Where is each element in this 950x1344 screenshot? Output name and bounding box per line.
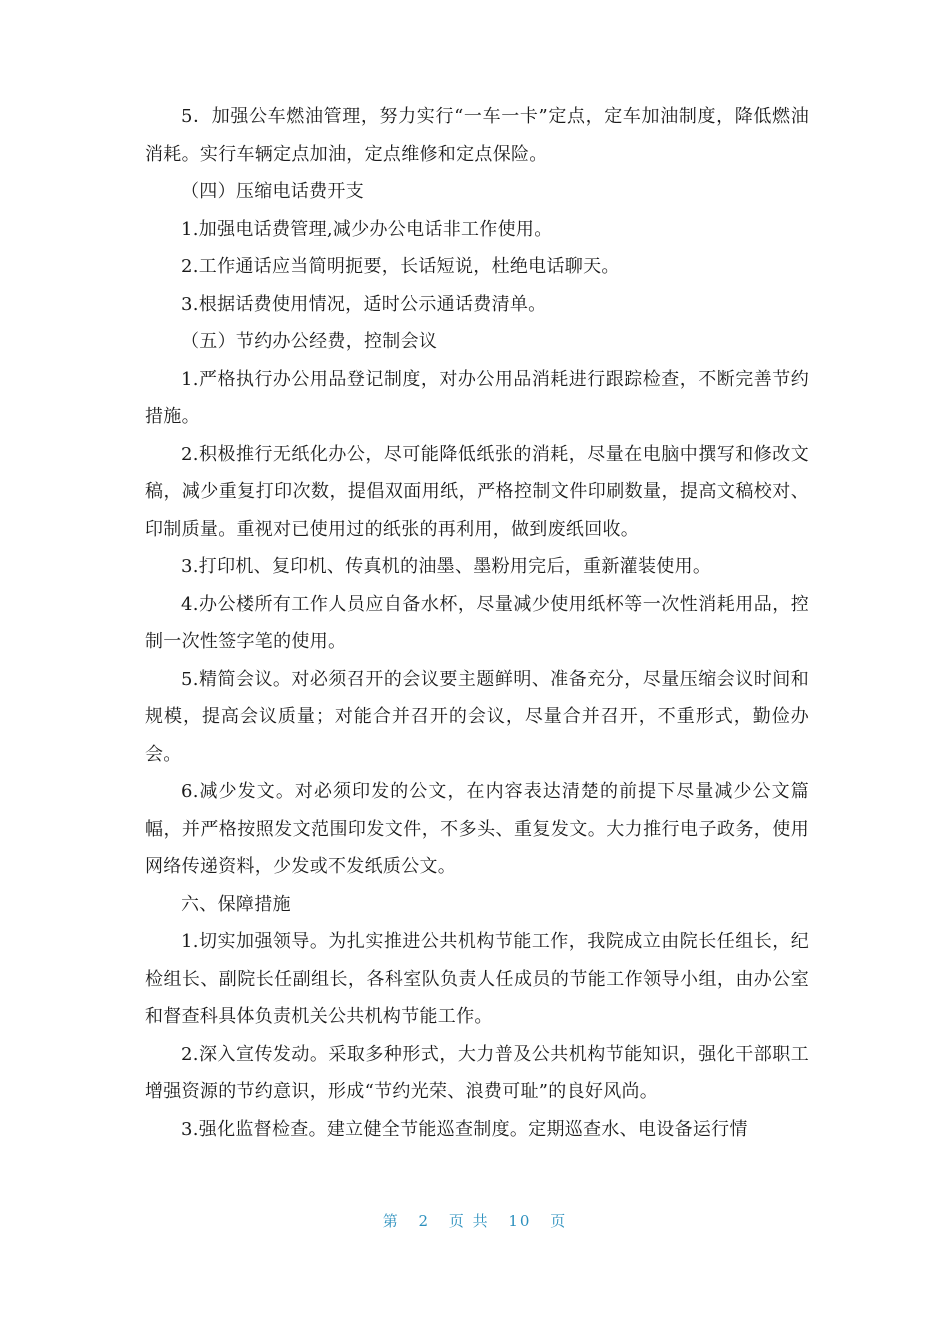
- paragraph: 6.减少发文。对必须印发的公文，在内容表达清楚的前提下尽量减少公文篇幅，并严格按照发文范围印发文件，不多头、重复发文。大力推行电子政务，使用网络传递资料，少发或不发纸质公文。: [145, 781, 809, 877]
- page-label-suffix: 页: [550, 1212, 568, 1230]
- current-page-number: 2: [418, 1212, 431, 1230]
- section-heading: 六、保障措施: [181, 893, 291, 915]
- page-label-mid: 页 共: [448, 1212, 490, 1230]
- paragraph: 5．加强公车燃油管理，努力实行“一车一卡”定点，定车加油制度，降低燃油消耗。实行车辆定点加油，定点维修和定点保险。: [145, 106, 809, 165]
- paragraph: 2.工作通话应当简明扼要，长话短说，杜绝电话聊天。: [181, 256, 620, 277]
- paragraph: 3.根据话费使用情况，适时公示通话费清单。: [181, 293, 547, 315]
- page-footer: [0, 1210, 950, 1231]
- page-label-prefix: 第: [382, 1212, 400, 1230]
- paragraph: 4.办公楼所有工作人员应自备水杯，尽量减少使用纸杯等一次性消耗用品，控制一次性签字笔的使用。: [145, 593, 809, 652]
- paragraph: 1.加强电话费管理,减少办公电话非工作使用。: [181, 218, 553, 240]
- total-pages-number: 10: [508, 1212, 532, 1230]
- paragraph: 1.严格执行办公用品登记制度，对办公用品消耗进行跟踪检查，不断完善节约措施。: [145, 368, 809, 427]
- paragraph: 2.积极推行无纸化办公，尽可能降低纸张的消耗，尽量在电脑中撰写和修改文稿，减少重复打印次数，提倡双面用纸，严格控制文件印刷数量，提高文稿校对、印制质量。重视对已使用过的纸张的再利用，做到废纸回收。: [145, 443, 809, 540]
- paragraph: 3.打印机、复印机、传真机的油墨、墨粉用完后，重新灌装使用。: [181, 556, 712, 577]
- section-heading: （四）压缩电话费开支: [181, 181, 364, 202]
- paragraph: 1.切实加强领导。为扎实推进公共机构节能工作，我院成立由院长任组长，纪检组长、副院长任副组长，各科室队负责人任成员的节能工作领导小组，由办公室和督查科具体负责机关公共机构节能工作。: [145, 931, 809, 1027]
- paragraph: 2.深入宣传发动。采取多种形式，大力普及公共机构节能知识，强化干部职工增强资源的节约意识，形成“节约光荣、浪费可耻”的良好风尚。: [145, 1043, 809, 1102]
- section-heading: （五）节约办公经费，控制会议: [181, 331, 438, 352]
- paragraph: 3.强化监督检查。建立健全节能巡查制度。定期巡查水、电设备运行情: [181, 1118, 748, 1140]
- paragraph: 5.精简会议。对必须召开的会议要主题鲜明、准备充分，尽量压缩会议时间和规模，提高会议质量；对能合并召开的会议，尽量合并召开，不重形式，勤俭办会。: [145, 668, 809, 765]
- document-body: [145, 98, 809, 1148]
